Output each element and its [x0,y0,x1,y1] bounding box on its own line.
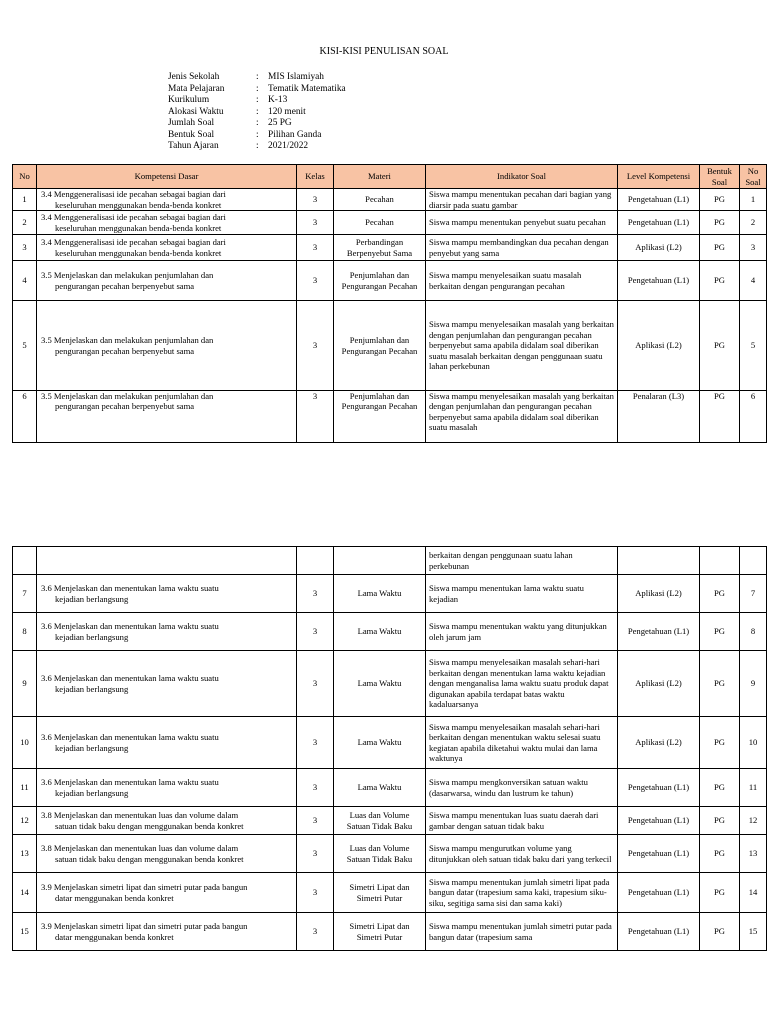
kd-line-2: keseluruhan menggunakan benda-benda konkret [55,222,222,233]
document-meta [168,72,346,153]
cell-kompetensi-dasar [37,301,297,391]
cell-no: 8 [13,613,37,651]
table-row [13,913,767,951]
kd-line-1: 3.6 Menjelaskan dan menentukan lama waktu suatu [41,777,219,788]
cell-kompetensi-dasar [37,769,297,807]
cell-no: 3 [13,235,37,261]
cell-bentuk-soal: PG [700,807,740,835]
kd-line-2: keseluruhan menggunakan benda-benda konkret [55,247,222,258]
cell-indikator-soal: Siswa mampu menentukan pecahan dari bagian yang diarsir pada suatu gambar [426,189,618,211]
cell-bentuk-soal: PG [700,613,740,651]
table-row [13,261,767,301]
table-header-row [13,165,767,189]
cell-materi: Lama Waktu [334,575,426,613]
cell-no: 5 [13,301,37,391]
cell-indikator-soal: Siswa mampu menentukan waktu yang ditunjukkan oleh jarum jam [426,613,618,651]
cell-materi: Pecahan [334,211,426,235]
meta-value: 2021/2022 [268,141,309,151]
meta-label: Bentuk Soal [168,129,215,140]
cell-no-soal: 15 [740,913,767,951]
cell-kompetensi-dasar [37,873,297,913]
meta-label: Kurikulum [168,95,210,105]
cell-indikator-soal: Siswa mampu menyelesaikan suatu masalah berkaitan dengan pengurangan pecahan [426,261,618,301]
table-row [13,211,767,235]
cell-indikator-soal: Siswa mampu menentukan lama waktu suatu kejadian [426,575,618,613]
kd-line-1: 3.8 Menjelaskan dan menentukan luas dan volume dalam [41,843,239,854]
cell-no-soal: 7 [740,575,767,613]
table-row [13,613,767,651]
document-title: KISI-KISI PENULISAN SOAL [319,46,449,57]
meta-label: Mata Pelajaran [168,83,225,94]
meta-row [168,107,346,119]
table-row [13,717,767,769]
cell-kelas: 3 [297,613,334,651]
cell-materi [334,547,426,575]
meta-colon: : [256,141,259,151]
cell-no: 1 [13,189,37,211]
cell-kompetensi-dasar [37,835,297,873]
cell-indikator-soal: Siswa mampu menyelesaikan masalah yang berkaitan dengan penjumlahan dan pengurangan pecahan berpenyebut sama apabila didalam soal diberikan suatu masalah [426,391,618,443]
meta-colon: : [256,72,259,82]
cell-materi: Simetri Lipat dan Simetri Putar [334,873,426,913]
meta-row [168,84,346,96]
cell-indikator-soal: Siswa mampu menyelesaikan masalah yang berkaitan dengan penjumlahan dan pengurangan pecahan berpenyebut sama apabila didalam soal diberikan suatu masalah berkaitan dengan penggunaan suatu lahan perkebunan [426,301,618,391]
meta-label: Jumlah Soal [168,118,215,128]
cell-kelas: 3 [297,301,334,391]
kd-line-1: 3.6 Menjelaskan dan menentukan lama waktu suatu [41,673,219,684]
cell-level-kompetensi: Aplikasi (L2) [618,301,700,391]
cell-kompetensi-dasar [37,651,297,717]
table-row [13,391,767,443]
cell-bentuk-soal: PG [700,261,740,301]
meta-colon: : [256,118,259,128]
cell-kompetensi-dasar [37,913,297,951]
cell-kompetensi-dasar [37,391,297,443]
kd-line-2: satuan tidak baku dengan menggunakan benda konkret [55,820,244,831]
kd-line-2: datar menggunakan benda konkret [55,892,174,903]
cell-kelas: 3 [297,391,334,443]
cell-no: 13 [13,835,37,873]
kd-line-1: 3.5 Menjelaskan dan melakukan penjumlahan dan [41,270,214,281]
cell-bentuk-soal: PG [700,769,740,807]
cell-kelas [297,547,334,575]
cell-level-kompetensi: Aplikasi (L2) [618,651,700,717]
meta-row [168,130,346,142]
kd-line-1: 3.9 Menjelaskan simetri lipat dan simetri putar pada bangun [41,921,248,932]
cell-bentuk-soal: PG [700,235,740,261]
cell-kelas: 3 [297,235,334,261]
kd-line-2: datar menggunakan benda konkret [55,931,174,942]
cell-level-kompetensi: Aplikasi (L2) [618,235,700,261]
cell-materi: Penjumlahan dan Pengurangan Pecahan [334,391,426,443]
cell-no-soal: 14 [740,873,767,913]
cell-no-soal: 9 [740,651,767,717]
cell-indikator-soal: Siswa mampu membandingkan dua pecahan dengan penyebut yang sama [426,235,618,261]
cell-no-soal: 13 [740,835,767,873]
cell-bentuk-soal: PG [700,189,740,211]
kisi-kisi-table-page-2 [12,546,767,951]
cell-no-soal: 10 [740,717,767,769]
cell-no-soal: 11 [740,769,767,807]
kd-line-2: pengurangan pecahan berpenyebut sama [55,345,195,356]
cell-kelas: 3 [297,835,334,873]
cell-kompetensi-dasar [37,575,297,613]
table-row [13,651,767,717]
kd-line-1: 3.8 Menjelaskan dan menentukan luas dan volume dalam [41,810,239,821]
cell-level-kompetensi: Aplikasi (L2) [618,717,700,769]
kd-line-2: pengurangan pecahan berpenyebut sama [55,280,195,291]
meta-value: MIS Islamiyah [268,72,324,82]
cell-no: 15 [13,913,37,951]
cell-no-soal: 6 [740,391,767,443]
table-row-continuation [13,547,767,575]
cell-level-kompetensi: Aplikasi (L2) [618,575,700,613]
table-row [13,807,767,835]
meta-colon: : [256,106,259,117]
kd-line-1: 3.9 Menjelaskan simetri lipat dan simetri putar pada bangun [41,882,248,893]
kd-line-2: kejadian berlangsung [55,683,129,694]
cell-no: 2 [13,211,37,235]
kd-line-2: kejadian berlangsung [55,631,129,642]
table-row [13,235,767,261]
cell-no: 9 [13,651,37,717]
cell-kelas: 3 [297,717,334,769]
cell-no: 4 [13,261,37,301]
header-materi: Materi [334,165,426,189]
header-kelas: Kelas [297,165,334,189]
cell-materi: Perbandingan Berpenyebut Sama [334,235,426,261]
cell-materi: Lama Waktu [334,769,426,807]
cell-indikator-soal: Siswa mampu menyelesaikan masalah sehari-hari berkaitan dengan menentukan lama waktu kejadian dengan menganalisa lama waktu suatu produk dapat digunakan apabila terdapat batas waktu kadaluarsanya [426,651,618,717]
meta-colon: : [256,129,259,140]
kd-line-2: keseluruhan menggunakan benda-benda konkret [55,199,222,210]
cell-level-kompetensi: Pengetahuan (L1) [618,261,700,301]
cell-level-kompetensi: Pengetahuan (L1) [618,807,700,835]
cell-indikator-soal: Siswa mampu menentukan luas suatu daerah dari gambar dengan satuan tidak baku [426,807,618,835]
kd-line-1: 3.5 Menjelaskan dan melakukan penjumlahan dan [41,335,214,346]
kisi-kisi-table-page-1 [12,164,767,443]
cell-bentuk-soal: PG [700,651,740,717]
cell-bentuk-soal: PG [700,301,740,391]
cell-bentuk-soal: PG [700,835,740,873]
cell-kompetensi-dasar [37,211,297,235]
cell-kelas: 3 [297,651,334,717]
cell-level-kompetensi: Pengetahuan (L1) [618,835,700,873]
cell-kompetensi-dasar [37,261,297,301]
cell-kelas: 3 [297,913,334,951]
kd-line-1: 3.4 Menggeneralisasi ide pecahan sebagai bagian dari [41,212,226,223]
cell-kompetensi-dasar [37,717,297,769]
cell-level-kompetensi [618,547,700,575]
cell-kelas: 3 [297,873,334,913]
kd-line-2: kejadian berlangsung [55,742,129,753]
cell-kompetensi-dasar [37,613,297,651]
header-level-kompetensi: Level Kompetensi [618,165,700,189]
kd-line-2: kejadian berlangsung [55,593,129,604]
cell-level-kompetensi: Pengetahuan (L1) [618,189,700,211]
table-row [13,575,767,613]
meta-value: Pilihan Ganda [268,129,322,140]
cell-kelas: 3 [297,189,334,211]
cell-bentuk-soal: PG [700,873,740,913]
meta-value: 25 PG [268,118,292,128]
cell-kelas: 3 [297,211,334,235]
cell-no: 6 [13,391,37,443]
kd-line-2: satuan tidak baku dengan menggunakan benda konkret [55,853,244,864]
cell-no [13,547,37,575]
meta-label: Tahun Ajaran [168,141,219,151]
cell-kelas: 3 [297,807,334,835]
cell-indikator-soal: Siswa mampu menentukan jumlah simetri lipat pada bangun datar (trapesium sama kaki, trapesium siku-siku, segitiga sama sisi dan sama kaki) [426,873,618,913]
meta-label: Jenis Sekolah [168,72,220,82]
cell-bentuk-soal: PG [700,575,740,613]
cell-kelas: 3 [297,575,334,613]
cell-bentuk-soal [700,547,740,575]
cell-materi: Pecahan [334,189,426,211]
cell-no-soal: 12 [740,807,767,835]
cell-no: 10 [13,717,37,769]
cell-kompetensi-dasar [37,189,297,211]
cell-kompetensi-dasar [37,807,297,835]
table-row [13,301,767,391]
cell-materi: Simetri Lipat dan Simetri Putar [334,913,426,951]
kd-line-1: 3.6 Menjelaskan dan menentukan lama waktu suatu [41,732,219,743]
table-row [13,769,767,807]
cell-kelas: 3 [297,769,334,807]
meta-colon: : [256,83,259,94]
cell-indikator-soal: Siswa mampu mengurutkan volume yang ditunjukkan oleh satuan tidak baku dari yang terkecil [426,835,618,873]
cell-bentuk-soal: PG [700,391,740,443]
table-row [13,189,767,211]
meta-row [168,72,346,84]
cell-no: 7 [13,575,37,613]
cell-no: 14 [13,873,37,913]
cell-no: 11 [13,769,37,807]
cell-level-kompetensi: Penalaran (L3) [618,391,700,443]
cell-materi: Penjumlahan dan Pengurangan Pecahan [334,301,426,391]
kd-line-1: 3.4 Menggeneralisasi ide pecahan sebagai bagian dari [41,189,226,200]
kd-line-1: 3.4 Menggeneralisasi ide pecahan sebagai bagian dari [41,237,226,248]
cell-kelas: 3 [297,261,334,301]
cell-materi: Luas dan Volume Satuan Tidak Baku [334,835,426,873]
kd-line-2: kejadian berlangsung [55,787,129,798]
meta-label: Alokasi Waktu [168,106,224,117]
cell-bentuk-soal: PG [700,913,740,951]
cell-level-kompetensi: Pengetahuan (L1) [618,873,700,913]
meta-value: Tematik Matematika [268,83,346,94]
cell-no-soal: 8 [740,613,767,651]
cell-level-kompetensi: Pengetahuan (L1) [618,769,700,807]
cell-bentuk-soal: PG [700,717,740,769]
cell-level-kompetensi: Pengetahuan (L1) [618,913,700,951]
cell-no-soal: 4 [740,261,767,301]
cell-indikator-soal: Siswa mampu menentukan jumlah simetri putar pada bangun datar (trapesium sama [426,913,618,951]
table-row [13,835,767,873]
cell-indikator-soal: Siswa mampu menyelesaikan masalah sehari-hari berkaitan dengan menentukan waktu selesai suatu kegiatan apabila diketahui waktu mulai dan lama waktunya [426,717,618,769]
meta-row [168,141,346,153]
cell-no-soal: 1 [740,189,767,211]
header-indikator-soal: Indikator Soal [426,165,618,189]
cell-no-soal: 3 [740,235,767,261]
kd-line-1: 3.6 Menjelaskan dan menentukan lama waktu suatu [41,583,219,594]
cell-no: 12 [13,807,37,835]
cell-no-soal: 5 [740,301,767,391]
cell-materi: Lama Waktu [334,613,426,651]
meta-colon: : [256,95,259,105]
cell-indikator-soal: Siswa mampu mengkonversikan satuan waktu (dasarwarsa, windu dan lustrum ke tahun) [426,769,618,807]
cell-kompetensi-dasar [37,547,297,575]
kd-line-2: pengurangan pecahan berpenyebut sama [55,401,195,412]
cell-materi: Lama Waktu [334,651,426,717]
cell-indikator-soal: berkaitan dengan penggunaan suatu lahan perkebunan [426,547,618,575]
cell-no-soal [740,547,767,575]
meta-value: K-13 [268,95,288,105]
kd-line-1: 3.6 Menjelaskan dan menentukan lama waktu suatu [41,621,219,632]
cell-materi: Luas dan Volume Satuan Tidak Baku [334,807,426,835]
header-kompetensi-dasar: Kompetensi Dasar [37,165,297,189]
header-no-soal: No Soal [740,165,767,189]
table-row [13,873,767,913]
header-no: No [13,165,37,189]
cell-materi: Penjumlahan dan Pengurangan Pecahan [334,261,426,301]
cell-kompetensi-dasar [37,235,297,261]
cell-indikator-soal: Siswa mampu menentukan penyebut suatu pecahan [426,211,618,235]
cell-no-soal: 2 [740,211,767,235]
cell-level-kompetensi: Pengetahuan (L1) [618,211,700,235]
meta-value: 120 menit [268,106,306,117]
cell-level-kompetensi: Pengetahuan (L1) [618,613,700,651]
meta-row [168,118,346,130]
cell-bentuk-soal: PG [700,211,740,235]
cell-materi: Lama Waktu [334,717,426,769]
meta-row [168,95,346,107]
header-bentuk-soal: Bentuk Soal [700,165,740,189]
kd-line-1: 3.5 Menjelaskan dan melakukan penjumlahan dan [41,391,214,401]
